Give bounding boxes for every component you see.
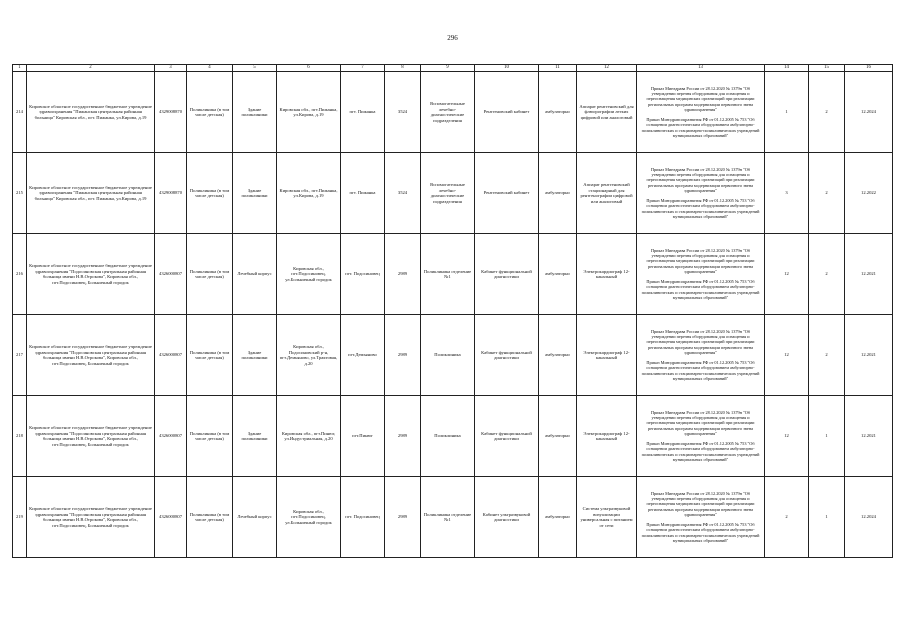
column-header: 15 (809, 65, 845, 72)
table-cell-col3: 4326000807 (155, 396, 187, 477)
table-cell-col5: Здание поликлиники (233, 396, 277, 477)
table-cell-col12: Электрокардиограф 12-канальный (577, 234, 637, 315)
table-cell-col5: Здание поликлиники (233, 72, 277, 153)
table-cell-col14: 2 (765, 477, 809, 558)
column-header: 14 (765, 65, 809, 72)
regulation-order-1379n: Приказ Минздрава России от 28.12.2020 № 1379н "Об утверждении перечня оборудования для оснащения и переоснащения медицинских организаций при реализации региональных программ модернизации первичного звена здравоохранения" (646, 166, 755, 193)
table-cell-col10: Кабинет функциональной диагностики (475, 396, 539, 477)
table-cell-col1: 218 (13, 396, 27, 477)
table-cell-col15: 2 (809, 72, 845, 153)
table-cell-regulation (637, 315, 765, 396)
table-cell-col6: Кировская обл., пгт.Подосиновец, ул.Больничный городок (277, 477, 341, 558)
table-cell-col3: 4326000807 (155, 315, 187, 396)
table-row (13, 153, 893, 234)
table-row (13, 396, 893, 477)
column-number-row (13, 65, 893, 72)
table-cell-col9: Вспомогательные лечебно-диагностические подразделения (421, 153, 475, 234)
table-cell-col3: 4326000807 (155, 234, 187, 315)
table-cell-col12: Система ультразвуковой визуализации универсальная с питанием от сети (577, 477, 637, 558)
column-header: 5 (233, 65, 277, 72)
table-cell-col2: Кировское областное государственное бюджетное учреждение здравоохранения "Пижанская центральная районная больница" Кировская обл., пгт. Пижанка, ул.Кирова, д.19 (27, 72, 155, 153)
table-cell-col11: амбулаторно (539, 72, 577, 153)
table-cell-col5: Здание поликлиники (233, 153, 277, 234)
table-cell-col1: 214 (13, 72, 27, 153)
table-cell-col15: 2 (809, 234, 845, 315)
equipment-table (12, 64, 893, 558)
table-cell-regulation (637, 153, 765, 234)
table-cell-col4: Поликлиника (в том числе детская) (187, 234, 233, 315)
column-header: 11 (539, 65, 577, 72)
table-cell-col1: 219 (13, 477, 27, 558)
table-cell-col8: 3524 (385, 72, 421, 153)
column-header: 12 (577, 65, 637, 72)
table-cell-col11: амбулаторно (539, 396, 577, 477)
table-cell-regulation (637, 72, 765, 153)
table-cell-col4: Поликлиника (в том числе детская) (187, 72, 233, 153)
regulation-order-753: Приказ Минздравсоцразвития РФ от 01.12.2005 № 753 "Об оснащении диагностическим оборудованием амбулаторно-поликлинических и стационарно-поликлинических учреждений муниципальных образований" (641, 522, 760, 543)
column-header: 3 (155, 65, 187, 72)
table-cell-col5: Лечебный корпус (233, 234, 277, 315)
table-cell-col10: Рентгеновский кабинет (475, 72, 539, 153)
table-cell-col16: 12.2021 (845, 396, 893, 477)
table-cell-col9: Поликлиника (421, 315, 475, 396)
column-header: 8 (385, 65, 421, 72)
table-cell-col14: 12 (765, 396, 809, 477)
table-cell-col7: пгт.Пинюг (341, 396, 385, 477)
table-cell-col3: 4326000807 (155, 477, 187, 558)
table-row (13, 477, 893, 558)
table-cell-regulation (637, 234, 765, 315)
table-cell-col12: Аппарат рентгеновский для флюорографии легких цифровой или аналоговый (577, 72, 637, 153)
table-cell-col4: Поликлиника (в том числе детская) (187, 315, 233, 396)
table-row (13, 72, 893, 153)
table-row (13, 234, 893, 315)
table-cell-col14: 3 (765, 153, 809, 234)
table-cell-col6: Кировская обл., пгт.Подосиновец, ул.Больничный городок (277, 234, 341, 315)
regulation-order-753: Приказ Минздравсоцразвития РФ от 01.12.2005 № 753 "Об оснащении диагностическим оборудованием амбулаторно-поликлинических и стационарно-поликлинических учреждений муниципальных образований" (641, 360, 760, 381)
table-cell-col7: пгт.Демьяново (341, 315, 385, 396)
table-cell-col8: 2989 (385, 234, 421, 315)
column-header: 6 (277, 65, 341, 72)
table-cell-col2: Кировское областное государственное бюджетное учреждение здравоохранения "Подосиновская центральная районная больница имени Н.В.Отрокова", Кировская обл., пгт.Подосиновец, Больничный городок (27, 477, 155, 558)
column-header: 10 (475, 65, 539, 72)
table-cell-col12: Электрокардиограф 12-канальный (577, 396, 637, 477)
table-cell-col10: Рентгеновский кабинет (475, 153, 539, 234)
table-cell-col15: 1 (809, 477, 845, 558)
table-cell-col3: 4329008870 (155, 153, 187, 234)
regulation-order-753: Приказ Минздравсоцразвития РФ от 01.12.2005 № 753 "Об оснащении диагностическим оборудованием амбулаторно-поликлинических и стационарно-поликлинических учреждений муниципальных образований" (641, 117, 760, 138)
column-header: 16 (845, 65, 893, 72)
table-cell-col2: Кировское областное государственное бюджетное учреждение здравоохранения "Пижанская центральная районная больница" Кировская обл., пгт. Пижанка, ул.Кирова, д.19 (27, 153, 155, 234)
table-cell-col9: Вспомогательные лечебно-диагностические подразделения (421, 72, 475, 153)
table-cell-col2: Кировское областное государственное бюджетное учреждение здравоохранения "Подосиновская центральная районная больница имени Н.В.Отрокова", Кировская обл., пгт.Подосиновец, Больничный городок (27, 396, 155, 477)
regulation-order-1379n: Приказ Минздрава России от 28.12.2020 № 1379н "Об утверждении перечня оборудования для оснащения и переоснащения медицинских организаций при реализации региональных программ модернизации первичного звена здравоохранения" (646, 247, 755, 274)
table-cell-col14: 12 (765, 234, 809, 315)
table-cell-col6: Кировская обл., пгт.Пинюг, ул.Индустриальная, д.20 (277, 396, 341, 477)
table-cell-col4: Поликлиника (в том числе детская) (187, 153, 233, 234)
table-cell-col16: 12.2021 (845, 315, 893, 396)
table-cell-col11: амбулаторно (539, 153, 577, 234)
table-cell-col6: Кировская обл., Подосиновский р-н, пгт.Демьяново, ул.Трактовая, д.20 (277, 315, 341, 396)
table-body (13, 72, 893, 558)
table-cell-col1: 216 (13, 234, 27, 315)
column-header: 9 (421, 65, 475, 72)
table-cell-col12: Аппарат рентгеновский стационарный для рентгенографии цифровой или аналоговый (577, 153, 637, 234)
table-cell-col9: Поликлиника отделение №1 (421, 234, 475, 315)
column-header: 1 (13, 65, 27, 72)
table-cell-col1: 217 (13, 315, 27, 396)
table-cell-col14: 12 (765, 315, 809, 396)
table-cell-col5: Лечебный корпус (233, 477, 277, 558)
table-cell-col15: 2 (809, 315, 845, 396)
table-row (13, 315, 893, 396)
table-cell-col8: 2989 (385, 477, 421, 558)
table-cell-col6: Кировская обл., пгт.Пижанка, ул.Кирова, д.19 (277, 153, 341, 234)
regulation-order-753: Приказ Минздравсоцразвития РФ от 01.12.2005 № 753 "Об оснащении диагностическим оборудованием амбулаторно-поликлинических и стационарно-поликлинических учреждений муниципальных образований" (641, 198, 760, 219)
table-cell-col5: Здание поликлиники (233, 315, 277, 396)
table-cell-col3: 4329008870 (155, 72, 187, 153)
regulation-order-1379n: Приказ Минздрава России от 28.12.2020 № 1379н "Об утверждении перечня оборудования для оснащения и переоснащения медицинских организаций при реализации региональных программ модернизации первичного звена здравоохранения" (646, 490, 755, 517)
table-cell-col16: 12.2024 (845, 72, 893, 153)
table-cell-col16: 12.2022 (845, 153, 893, 234)
table-cell-col7: пгт. Пижанка (341, 72, 385, 153)
table-cell-col10: Кабинет функциональной диагностики (475, 234, 539, 315)
table-cell-col8: 2989 (385, 315, 421, 396)
table-cell-col6: Кировская обл., пгт.Пижанка, ул.Кирова, д.19 (277, 72, 341, 153)
table-cell-col2: Кировское областное государственное бюджетное учреждение здравоохранения "Подосиновская центральная районная больница имени Н.В.Отрокова", Кировская обл., пгт.Подосиновец, Больничный городок (27, 234, 155, 315)
table-cell-regulation (637, 477, 765, 558)
page-number: 296 (447, 34, 458, 42)
regulation-order-1379n: Приказ Минздрава России от 28.12.2020 № 1379н "Об утверждении перечня оборудования для оснащения и переоснащения медицинских организаций при реализации региональных программ модернизации первичного звена здравоохранения" (646, 328, 755, 355)
table-cell-col4: Поликлиника (в том числе детская) (187, 477, 233, 558)
column-header: 2 (27, 65, 155, 72)
table-cell-col14: 1 (765, 72, 809, 153)
column-header: 4 (187, 65, 233, 72)
table-cell-col16: 12.2021 (845, 234, 893, 315)
table-cell-col8: 2989 (385, 396, 421, 477)
regulation-order-1379n: Приказ Минздрава России от 28.12.2020 № 1379н "Об утверждении перечня оборудования для оснащения и переоснащения медицинских организаций при реализации региональных программ модернизации первичного звена здравоохранения" (646, 409, 755, 436)
table-cell-col11: амбулаторно (539, 234, 577, 315)
column-header: 13 (637, 65, 765, 72)
table-cell-col7: пгт. Пижанка (341, 153, 385, 234)
table-cell-col15: 1 (809, 396, 845, 477)
table-cell-col7: пгт. Подосиновец (341, 234, 385, 315)
regulation-order-753: Приказ Минздравсоцразвития РФ от 01.12.2005 № 753 "Об оснащении диагностическим оборудованием амбулаторно-поликлинических и стационарно-поликлинических учреждений муниципальных образований" (641, 279, 760, 300)
table-cell-col11: амбулаторно (539, 477, 577, 558)
table-cell-col9: Поликлиника отделение №1 (421, 477, 475, 558)
table-cell-col2: Кировское областное государственное бюджетное учреждение здравоохранения "Подосиновская центральная районная больница имени Н.В.Отрокова", Кировская обл., пгт.Подосиновец, Больничный городок (27, 315, 155, 396)
regulation-order-1379n: Приказ Минздрава России от 28.12.2020 № 1379н "Об утверждении перечня оборудования для оснащения и переоснащения медицинских организаций при реализации региональных программ модернизации первичного звена здравоохранения" (646, 85, 755, 112)
table-cell-col10: Кабинет ультразвуковой диагностики (475, 477, 539, 558)
table-cell-regulation (637, 396, 765, 477)
column-header: 7 (341, 65, 385, 72)
table-cell-col16: 12.2024 (845, 477, 893, 558)
table-cell-col12: Электрокардиограф 12-канальный (577, 315, 637, 396)
table-cell-col9: Поликлиника (421, 396, 475, 477)
table-cell-col8: 3524 (385, 153, 421, 234)
table-cell-col10: Кабинет функциональной диагностики (475, 315, 539, 396)
table-cell-col4: Поликлиника (в том числе детская) (187, 396, 233, 477)
regulation-order-753: Приказ Минздравсоцразвития РФ от 01.12.2005 № 753 "Об оснащении диагностическим оборудованием амбулаторно-поликлинических и стационарно-поликлинических учреждений муниципальных образований" (641, 441, 760, 462)
table-cell-col7: пгт. Подосиновец (341, 477, 385, 558)
table-cell-col1: 215 (13, 153, 27, 234)
table-cell-col11: амбулаторно (539, 315, 577, 396)
table-cell-col15: 2 (809, 153, 845, 234)
